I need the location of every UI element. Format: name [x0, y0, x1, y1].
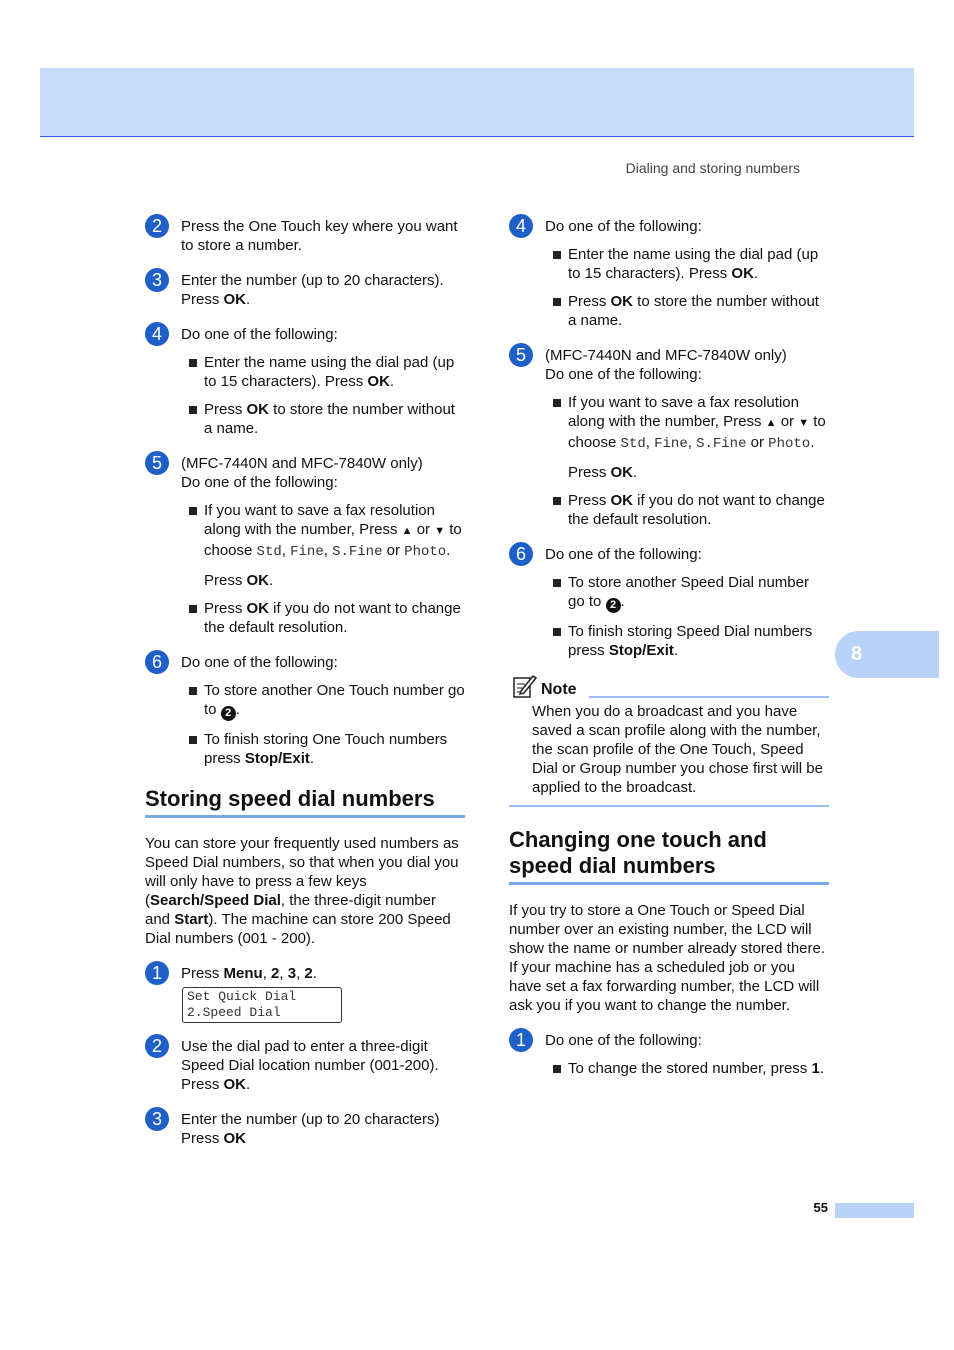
step-1-changing	[509, 1031, 829, 1078]
step-4-one-touch	[145, 325, 465, 438]
header-band	[40, 68, 914, 137]
step-number-badge: 1	[145, 961, 169, 985]
step-number-badge: 2	[145, 1034, 169, 1058]
step-text: Do one of the following:	[545, 366, 702, 383]
press-ok-line: Press OK.	[568, 464, 638, 481]
note-rule	[589, 696, 829, 698]
lcd-display	[182, 987, 342, 1023]
bullet-item: Press OK to store the number without a name.	[181, 400, 465, 438]
step-number-badge: 5	[509, 343, 533, 367]
bullet-item: Press OK if you do not want to change the default resolution.	[181, 599, 465, 637]
note-pencil-icon	[511, 673, 537, 704]
bullet-item: If you want to save a fax resolution along with the number, Press ▲ or ▼ to choose Std, Fine, S.Fine or Photo.	[545, 393, 829, 454]
step-5-one-touch	[145, 454, 465, 637]
step-text: Enter the number (up to 20 characters). Press OK.	[181, 272, 444, 308]
note-box	[509, 676, 829, 807]
step-ref-badge: 2	[606, 598, 621, 613]
chapter-tab: 8	[835, 631, 939, 678]
note-label: Note	[541, 681, 577, 698]
bullet-item: If you want to save a fax resolution along with the number, Press ▲ or ▼ to choose Std, Fine, S.Fine or Photo.	[181, 501, 465, 562]
step-ref-badge: 2	[221, 706, 236, 721]
bullet-item: Enter the name using the dial pad (up to 15 characters). Press OK.	[181, 353, 465, 391]
bullet-item: Press OK to store the number without a name.	[545, 292, 829, 330]
lcd-line: 2.Speed Dial	[187, 1005, 281, 1020]
step-number-badge: 6	[145, 650, 169, 674]
bullet-item: To finish storing One Touch numbers press Stop/Exit.	[181, 730, 465, 768]
step-text: Use the dial pad to enter a three-digit Speed Dial location number (001-200). Press OK.	[181, 1038, 439, 1093]
step-number-badge: 5	[145, 451, 169, 475]
step-4-speed-dial	[509, 217, 829, 330]
step-text: Do one of the following:	[181, 326, 338, 343]
step-number-badge: 3	[145, 268, 169, 292]
step-5-speed-dial	[509, 346, 829, 529]
step-2-speed-dial	[145, 1037, 465, 1094]
section-heading-changing: Changing one touch and speed dial numbers	[509, 827, 829, 885]
bullet-item: To finish storing Speed Dial numbers press Stop/Exit.	[545, 622, 829, 660]
step-text: Press the One Touch key where you want to store a number.	[181, 218, 458, 254]
step-text: Do one of the following:	[181, 474, 338, 491]
running-header: Dialing and storing numbers	[625, 160, 800, 176]
step-3-speed-dial	[145, 1110, 465, 1148]
speed-dial-intro: You can store your frequently used numbers as Speed Dial numbers, so that when you dial you will only have to press a few keys (Search/Speed Dial, the three-digit number and Start). The machine can store 200 Speed Dial numbers (001 - 200).	[145, 835, 459, 947]
step-text: Do one of the following:	[181, 654, 338, 671]
step-2-one-touch	[145, 217, 465, 255]
bullet-item: To store another Speed Dial number go to 2 .	[545, 573, 829, 613]
changing-intro: If you try to store a One Touch or Speed Dial number over an existing number, the LCD will show the name or number already stored there. If your machine has a scheduled job or you have set a fax forwarding number, the LCD will ask you if you want to change the number.	[509, 902, 826, 1014]
right-column	[509, 217, 829, 1094]
step-number-badge: 1	[509, 1028, 533, 1052]
step-number-badge: 4	[509, 214, 533, 238]
step-text: Do one of the following:	[545, 218, 702, 235]
step-number-badge: 2	[145, 214, 169, 238]
step-text: Enter the number (up to 20 characters) Press OK	[181, 1111, 440, 1147]
step-3-one-touch	[145, 271, 465, 309]
bullet-item: Enter the name using the dial pad (up to 15 characters). Press OK.	[545, 245, 829, 283]
down-arrow-icon: ▼	[434, 525, 446, 537]
bullet-item: To change the stored number, press 1.	[545, 1059, 829, 1078]
step-text: (MFC-7440N and MFC-7840W only)	[181, 455, 423, 472]
footer-bar	[835, 1203, 914, 1218]
step-number-badge: 6	[509, 542, 533, 566]
step-1-speed-dial	[145, 964, 465, 983]
step-6-one-touch	[145, 653, 465, 768]
step-text: Do one of the following:	[545, 546, 702, 563]
step-text: (MFC-7440N and MFC-7840W only)	[545, 347, 787, 364]
step-number-badge: 4	[145, 322, 169, 346]
page-number: 55	[813, 1200, 828, 1215]
section-heading-speed-dial: Storing speed dial numbers	[145, 786, 465, 818]
step-text: Do one of the following:	[545, 1032, 702, 1049]
left-column	[145, 217, 465, 1164]
step-text: Press Menu, 2, 3, 2.	[181, 965, 317, 982]
note-text: When you do a broadcast and you have saved a scan profile along with the number, the scan profile of the One Touch, Speed Dial or Group number you chose first will be applied to the broadcast.	[532, 703, 823, 796]
bullet-item: Press OK if you do not want to change the default resolution.	[545, 491, 829, 529]
up-arrow-icon: ▲	[401, 525, 413, 537]
bullet-item: To store another One Touch number go to 2 .	[181, 681, 465, 721]
note-header	[509, 676, 829, 702]
lcd-line: Set Quick Dial	[187, 989, 297, 1004]
press-ok-line: Press OK.	[204, 572, 274, 589]
step-number-badge: 3	[145, 1107, 169, 1131]
step-6-speed-dial	[509, 545, 829, 660]
up-arrow-icon: ▲	[765, 417, 777, 429]
down-arrow-icon: ▼	[798, 417, 810, 429]
